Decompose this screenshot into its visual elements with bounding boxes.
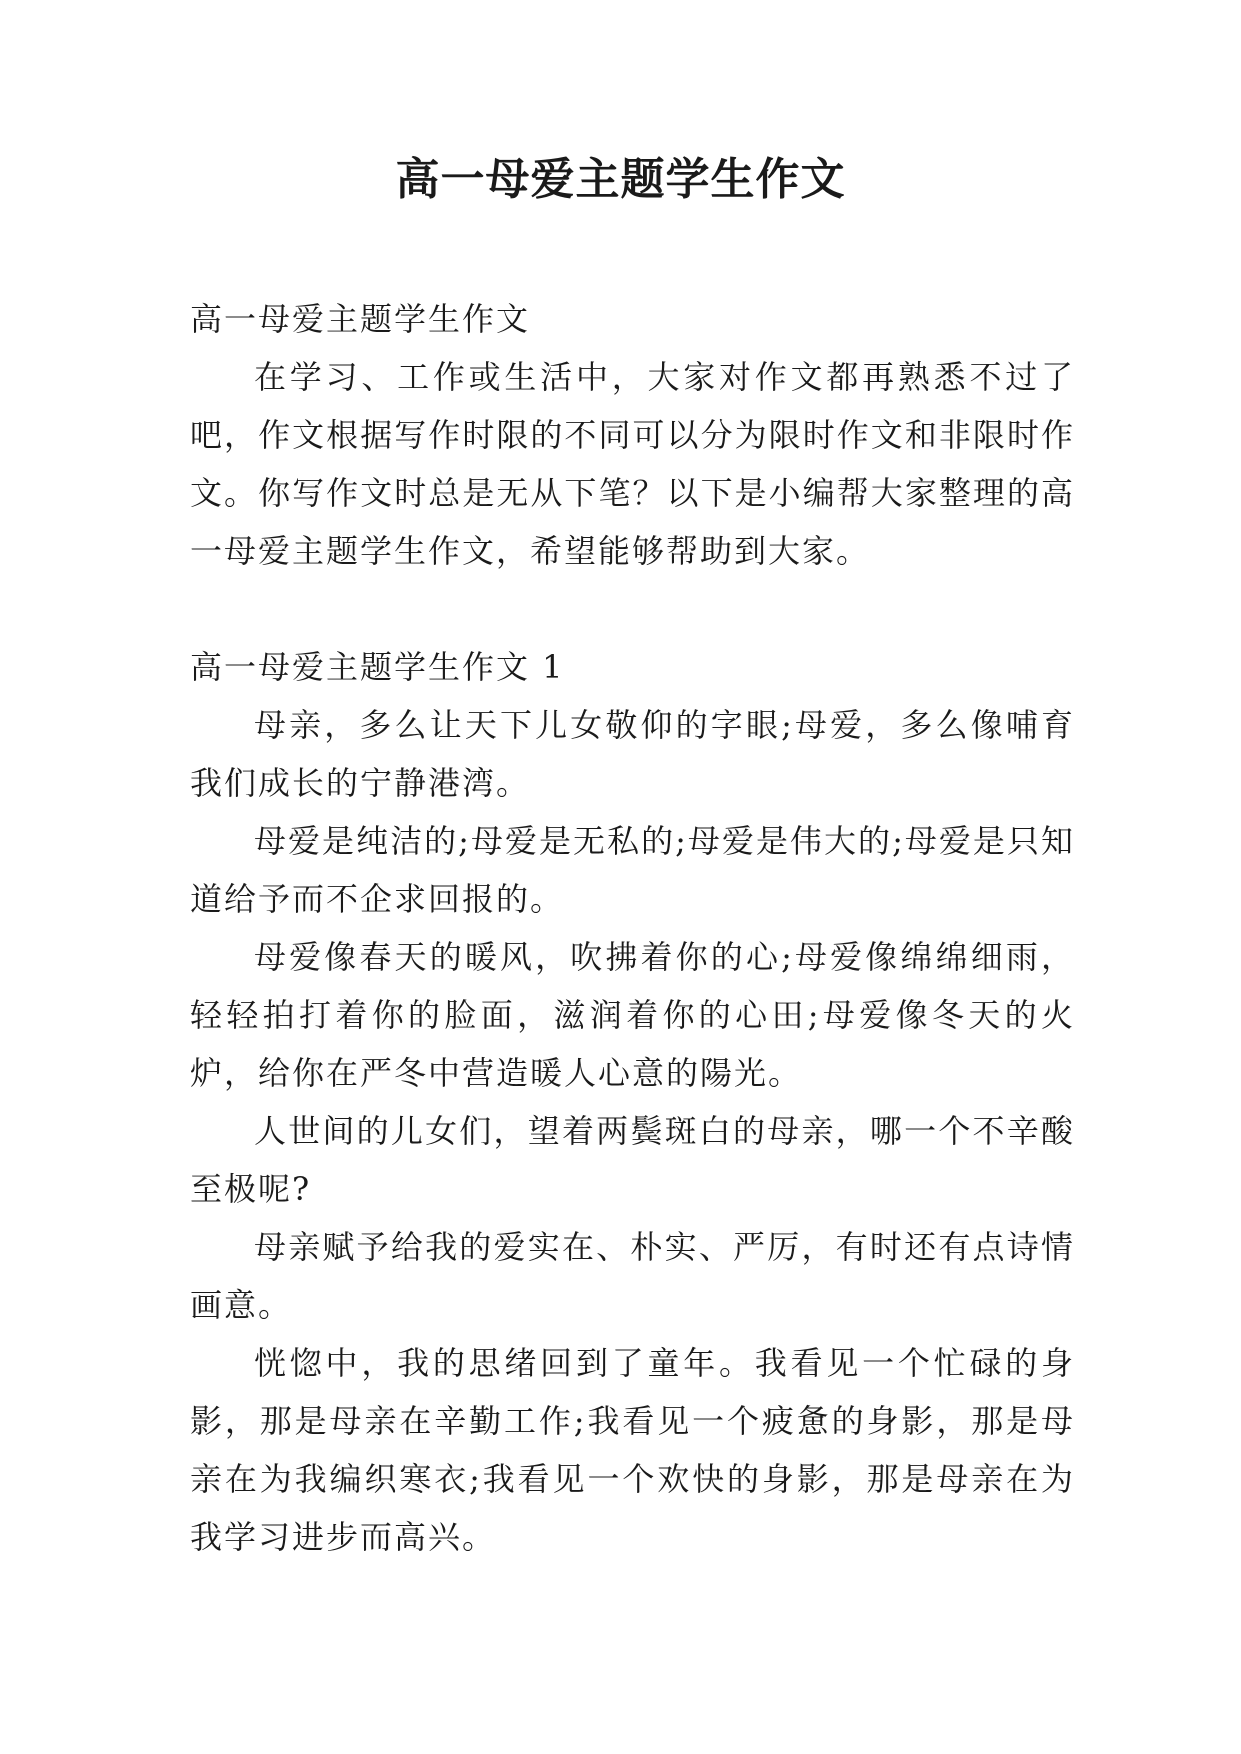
essay-1-paragraph-5: 母亲赋予给我的爱实在、朴实、严厉，有时还有点诗情画意。 xyxy=(190,1228,1075,1324)
document-body xyxy=(190,290,1075,1566)
essay-1-paragraph-2: 母爱是纯洁的;母爱是无私的;母爱是伟大的;母爱是只知道给予而不企求回报的。 xyxy=(190,822,1075,918)
section-spacer xyxy=(190,580,1075,638)
essay-1-paragraph-4: 人世间的儿女们，望着两鬓斑白的母亲，哪一个不辛酸至极呢? xyxy=(190,1112,1075,1208)
intro-heading: 高一母爱主题学生作文 xyxy=(190,300,531,338)
document-title: 高一母爱主题学生作文 xyxy=(395,154,846,205)
intro-paragraph: 在学习、工作或生活中，大家对作文都再熟悉不过了吧，作文根据写作时限的不同可以分为限时作文和非限时作文。你写作文时总是无从下笔？以下是小编帮大家整理的高一母爱主题学生作文，希望能够帮助到大家。 xyxy=(190,358,1075,570)
essay-1-heading: 高一母爱主题学生作文 1 xyxy=(190,648,565,686)
essay-1-paragraph-6: 恍惚中，我的思绪回到了童年。我看见一个忙碌的身影，那是母亲在辛勤工作;我看见一个疲惫的身影，那是母亲在为我编织寒衣;我看见一个欢快的身影，那是母亲在为我学习进步而高兴。 xyxy=(190,1344,1075,1556)
essay-1-paragraph-3: 母爱像春天的暖风，吹拂着你的心;母爱像绵绵细雨，轻轻拍打着你的脸面，滋润着你的心田;母爱像冬天的火炉，给你在严冬中营造暖人心意的陽光。 xyxy=(190,938,1075,1092)
essay-1-paragraph-1: 母亲，多么让天下儿女敬仰的字眼;母爱，多么像哺育我们成长的宁静港湾。 xyxy=(190,706,1075,802)
